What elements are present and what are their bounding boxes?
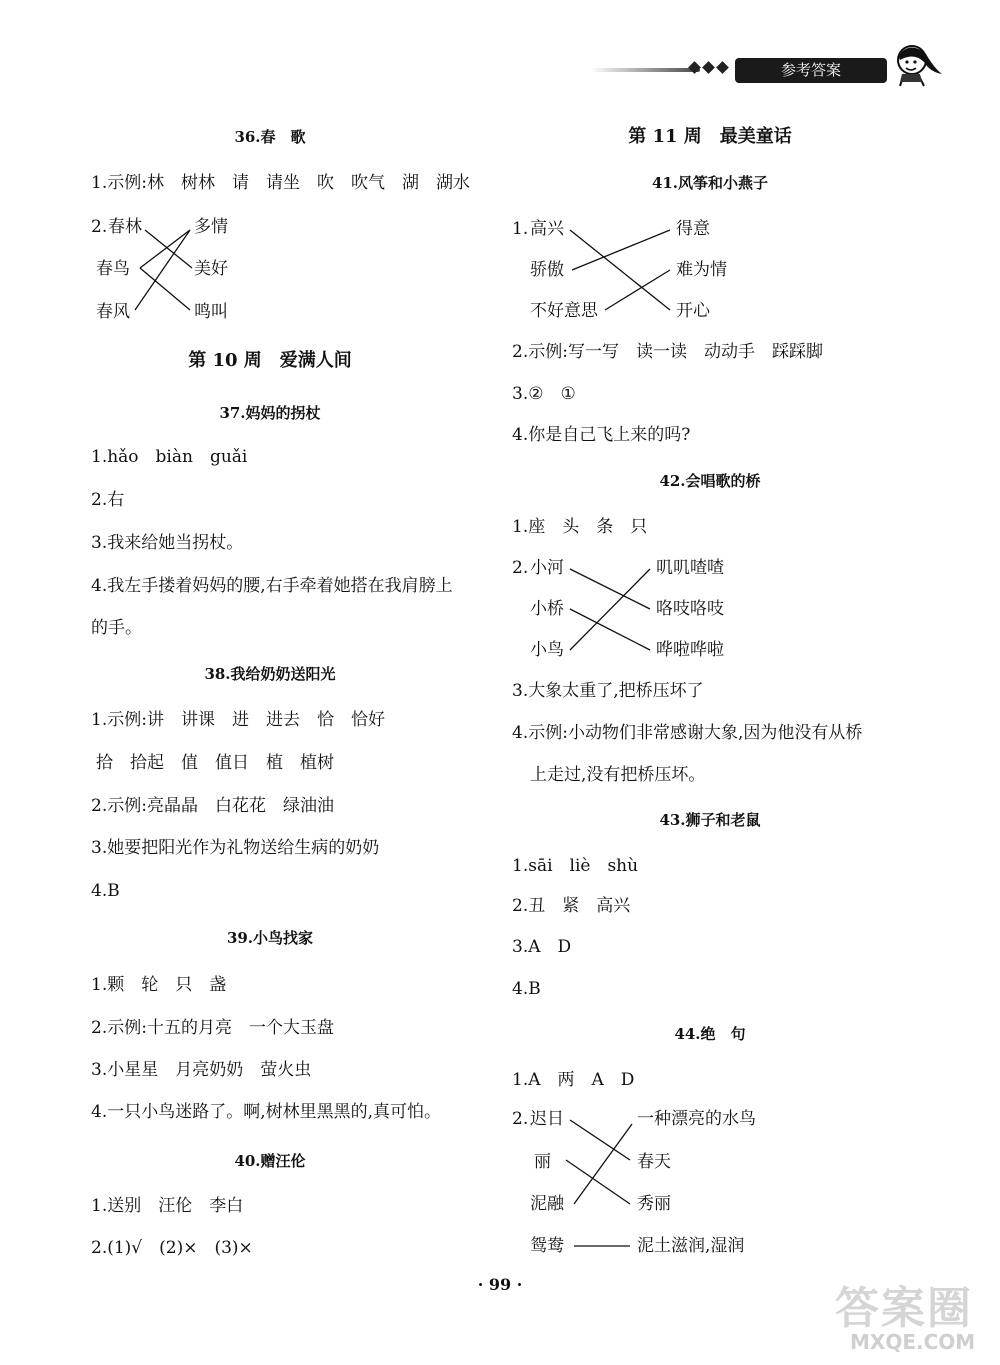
answer-38-4: 4.B (91, 881, 120, 901)
match-right-item: 春天 (637, 1152, 671, 1172)
answer-39-3: 3.小星星 月亮奶奶 萤火虫 (91, 1060, 312, 1080)
match-left-item: 鸳鸯 (530, 1236, 564, 1256)
match-right-item: 泥土滋润,湿润 (637, 1236, 745, 1256)
answer-38-1: 1.示例:讲 讲课 进 进去 恰 恰好 (91, 710, 385, 730)
match-left-item: 小鸟 (530, 640, 564, 660)
page-number: · 99 · (477, 1275, 523, 1294)
match-left-item: 高兴 (530, 219, 564, 239)
answer-36-2-number: 2. (91, 217, 108, 237)
match-right-item: 咯吱咯吱 (656, 599, 724, 619)
answer-42-2-number: 2. (512, 558, 529, 578)
watermark-logo: 答案圈 (835, 1283, 973, 1334)
answer-41-3: 3.② ① (512, 384, 576, 404)
match-right-item: 开心 (676, 301, 710, 321)
match-right-item: 多情 (194, 217, 228, 237)
answer-41-2: 2.示例:写一写 读一读 动动手 踩踩脚 (512, 342, 823, 362)
match-left-item: 丽 (534, 1152, 551, 1172)
answer-39-1: 1.颗 轮 只 盏 (91, 975, 227, 995)
answer-39-4: 4.一只小鸟迷路了。啊,树林里黑黑的,真可怕。 (91, 1102, 442, 1122)
watermark-url: MXQE.COM (850, 1330, 976, 1354)
match-right-item: 得意 (676, 219, 710, 239)
week-10-title: 第 10 周 爱满人间 (188, 350, 352, 371)
match-right-item: 鸣叫 (194, 302, 228, 322)
match-right-item: 哗啦哗啦 (656, 640, 724, 660)
answer-37-1: 1.hǎo biàn guǎi (91, 447, 248, 467)
section-title-37: 37.妈妈的拐杖 (219, 404, 321, 422)
answer-37-3: 3.我来给她当拐杖。 (91, 533, 244, 553)
section-title-44: 44.绝 句 (674, 1025, 746, 1043)
answer-43-4: 4.B (512, 979, 541, 999)
match-left-item: 小桥 (530, 599, 564, 619)
match-right-item: 一种漂亮的水鸟 (637, 1109, 756, 1129)
answer-38-2: 2.示例:亮晶晶 白花花 绿油油 (91, 796, 334, 816)
answer-43-3: 3.A D (512, 937, 572, 957)
answer-38-1-cont: 拾 拾起 值 值日 植 植树 (96, 753, 334, 773)
answer-44-2-number: 2. (512, 1109, 529, 1129)
section-title-42: 42.会唱歌的桥 (659, 472, 761, 490)
answer-41-1-number: 1. (512, 219, 529, 239)
match-left-item: 春林 (108, 217, 142, 237)
match-left-item: 泥融 (530, 1194, 564, 1214)
section-title-36: 36.春 歌 (234, 128, 306, 146)
match-left-item: 春鸟 (96, 259, 130, 279)
section-title-38: 38.我给奶奶送阳光 (204, 665, 336, 683)
answer-37-4: 4.我左手搂着妈妈的腰,右手牵着她搭在我肩膀上 (91, 576, 453, 596)
match-left-item: 小河 (530, 558, 564, 578)
answer-43-2: 2.丑 紧 高兴 (512, 896, 631, 916)
answer-40-2: 2.(1)√ (2)× (3)× (91, 1238, 253, 1258)
answer-40-1: 1.送别 汪伦 李白 (91, 1196, 244, 1216)
match-left-item: 春风 (96, 302, 130, 322)
week-11-title: 第 11 周 最美童话 (628, 126, 792, 147)
answer-42-3: 3.大象太重了,把桥压坏了 (512, 681, 704, 701)
answer-43-1: 1.sāi liè shù (512, 856, 639, 876)
match-right-item: 美好 (194, 259, 228, 279)
answer-37-4-cont: 的手。 (91, 618, 142, 638)
match-left-item: 骄傲 (530, 260, 564, 280)
section-title-41: 41.风筝和小燕子 (651, 174, 769, 192)
answer-41-4: 4.你是自己飞上来的吗? (512, 425, 691, 445)
answer-36-1: 1.示例:林 树林 请 请坐 吹 吹气 湖 湖水 (91, 173, 470, 193)
answer-42-1: 1.座 头 条 只 (512, 517, 648, 537)
match-right-item: 难为情 (676, 260, 727, 280)
answer-42-4: 4.示例:小动物们非常感谢大象,因为他没有从桥 (512, 723, 863, 743)
answer-42-4-cont: 上走过,没有把桥压坏。 (530, 765, 706, 785)
section-title-39: 39.小鸟找家 (226, 929, 314, 947)
section-title-43: 43.狮子和老鼠 (659, 811, 761, 829)
match-right-item: 秀丽 (637, 1194, 671, 1214)
answer-37-2: 2.右 (91, 490, 125, 510)
match-left-item: 不好意思 (530, 301, 598, 321)
header-label: 参考答案 (735, 58, 887, 83)
answer-39-2: 2.示例:十五的月亮 一个大玉盘 (91, 1018, 334, 1038)
section-title-40: 40.赠汪伦 (234, 1152, 306, 1170)
match-right-item: 叽叽喳喳 (656, 558, 724, 578)
answer-38-3: 3.她要把阳光作为礼物送给生病的奶奶 (91, 838, 380, 858)
answer-44-1: 1.A 两 A D (512, 1070, 635, 1090)
match-left-item: 迟日 (530, 1109, 564, 1129)
